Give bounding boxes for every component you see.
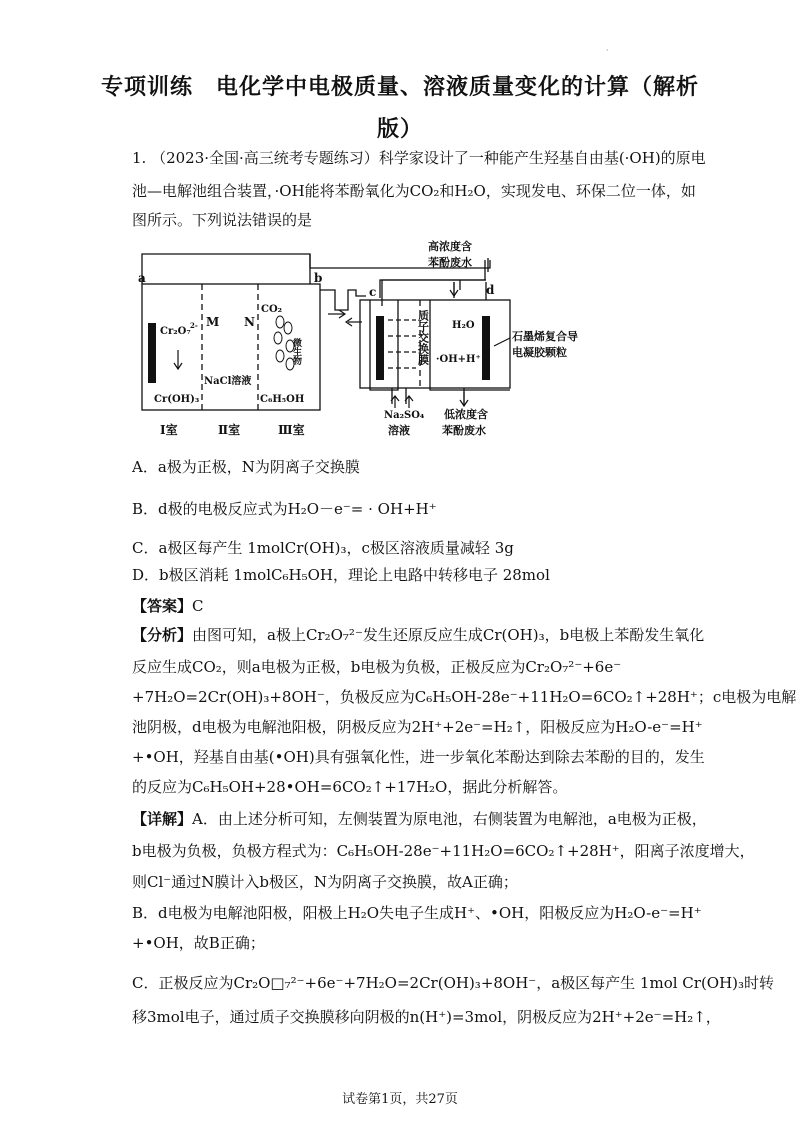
analysis-line-2: 反应生成CO₂，则a电极为正极，b电极为负极，正极反应为Cr₂O₇²⁻+6e⁻ — [132, 658, 622, 676]
label-h2o: H₂O — [452, 320, 475, 331]
detail-line-6: C．正极反应为Cr₂O□₇²⁻+6e⁻+7H₂O=2Cr(OH)₃+8OH⁻，a极区每产生 1mol Cr(OH)₃时转 — [132, 974, 775, 992]
detail-label: 【详解】 — [132, 810, 193, 828]
analysis-text-1: 由图可知，a极上Cr₂O₇²⁻发生还原反应生成Cr(OH)₃，b电极上苯酚发生氧化 — [192, 626, 705, 644]
label-c6h5oh: C₆H₅OH — [260, 394, 305, 405]
page-footer: 试卷第1页，共27页 — [342, 1092, 458, 1107]
detail-line-2: b电极为负极，负极方程式为：C₆H₅OH-28e⁻+11H₂O=6CO₂↑+28H⁺，阳离子浓度增大， — [132, 842, 755, 860]
detail-line-5: +•OH，故B正确； — [132, 934, 265, 952]
page-title-line1: 专项训练 电化学中电极质量、溶液质量变化的计算（解析 — [100, 75, 699, 100]
answer-value: C — [192, 597, 204, 615]
answer-label: 【答案】 — [132, 597, 193, 615]
analysis-line-4: 池阴极，d电极为电解池阳极，阴极反应为2H⁺+2e⁻=H₂↑，阳极反应为H₂O-e⁻=H⁺ — [132, 718, 703, 736]
question-stem-2: 池—电解池组合装置，·OH能将苯酚氧化为CO₂和H₂O，实现发电、环保二位一体，如 — [132, 182, 696, 200]
label-proton-membrane: 质子交换膜 — [416, 310, 430, 365]
detail-line-4: B．d电极为电解池阳极，阳极上H₂O失电子生成H⁺、•OH，阳极反应为H₂O-e⁻=H⁺ — [132, 904, 702, 922]
answer-line — [132, 595, 204, 617]
label-cr2o7-charge: 2- — [190, 321, 198, 330]
label-co2: CO₂ — [261, 304, 283, 315]
label-na2so4-1: Na₂SO₄ — [384, 410, 425, 421]
label-oh-h: ·OH+H⁺ — [436, 354, 481, 365]
label-high-conc-2: 苯酚废水 — [428, 256, 472, 269]
option-B: B．d极的电极反应式为H₂O－e⁻= · OH+H⁺ — [132, 500, 437, 518]
label-N: N — [244, 315, 255, 329]
label-nacl: NaCl溶液 — [204, 376, 252, 387]
question-stem-1: 科学家设计了一种能产生羟基自由基(·OH)的原电 — [378, 149, 706, 167]
analysis-line-3: +7H₂O=2Cr(OH)₃+8OH⁻，负极反应为C₆H₅OH-28e⁻+11H₂O=6CO₂↑+28H⁺；c电极为电解 — [132, 688, 797, 706]
page-title-line2: 版） — [376, 117, 423, 142]
question-number: 1. — [132, 149, 147, 167]
label-low-conc-2: 苯酚废水 — [442, 424, 486, 437]
label-low-conc-1: 低浓度含 — [444, 408, 488, 421]
label-a: a — [138, 271, 146, 285]
label-na2so4-2: 溶液 — [388, 424, 410, 437]
label-microbe: 微生物 — [291, 338, 301, 365]
label-d: d — [486, 283, 495, 297]
question-line-1 — [132, 147, 706, 169]
option-A: A．a极为正极，N为阴离子交换膜 — [132, 458, 360, 476]
label-room3: Ⅲ室 — [278, 423, 305, 437]
label-graphene-2: 电凝胶颗粒 — [512, 346, 567, 359]
analysis-line-6: 的反应为C₆H₅OH+28•OH=6CO₂↑+17H₂O，据此分析解答。 — [132, 778, 568, 796]
label-room2: Ⅱ室 — [218, 423, 241, 437]
label-room1: Ⅰ室 — [160, 423, 178, 437]
label-c: c — [369, 285, 377, 299]
label-high-conc-1: 高浓度含 — [428, 240, 472, 253]
label-cr2o7: Cr₂O₇ — [160, 326, 191, 337]
analysis-line-5: +•OH，羟基自由基(•OH)具有强氧化性，进一步氧化苯酚达到除去苯酚的目的，发生 — [132, 748, 705, 766]
option-D: D．b极区消耗 1molC₆H₅OH，理论上电路中转移电子 28mol — [132, 566, 550, 584]
electrochemistry-diagram — [130, 238, 630, 448]
label-croh3: Cr(OH)₃ — [154, 394, 200, 405]
label-graphene-1: 石墨烯复合导 — [512, 330, 578, 343]
label-b: b — [314, 271, 323, 285]
detail-line-1 — [132, 808, 707, 830]
page-corner-mark: · — [606, 46, 609, 55]
label-M: M — [206, 315, 220, 329]
detail-line-3: 则Cl⁻通过N膜计入b极区，N为阴离子交换膜，故A正确； — [132, 873, 518, 891]
detail-line-7: 移3mol电子，通过质子交换膜移向阴极的n(H⁺)=3mol，阴极反应为2H⁺+2e⁻=H₂↑， — [132, 1008, 721, 1026]
analysis-line-1 — [132, 624, 704, 646]
detail-text-1: A．由上述分析可知，左侧装置为原电池，右侧装置为电解池，a电极为正极， — [192, 810, 707, 828]
option-C: C．a极区每产生 1molCr(OH)₃，c极区溶液质量减轻 3g — [132, 539, 514, 557]
analysis-label: 【分析】 — [132, 626, 193, 644]
question-source: （2023·全国·高三统考专题练习） — [151, 149, 379, 167]
question-stem-3: 图所示。下列说法错误的是 — [132, 211, 313, 229]
